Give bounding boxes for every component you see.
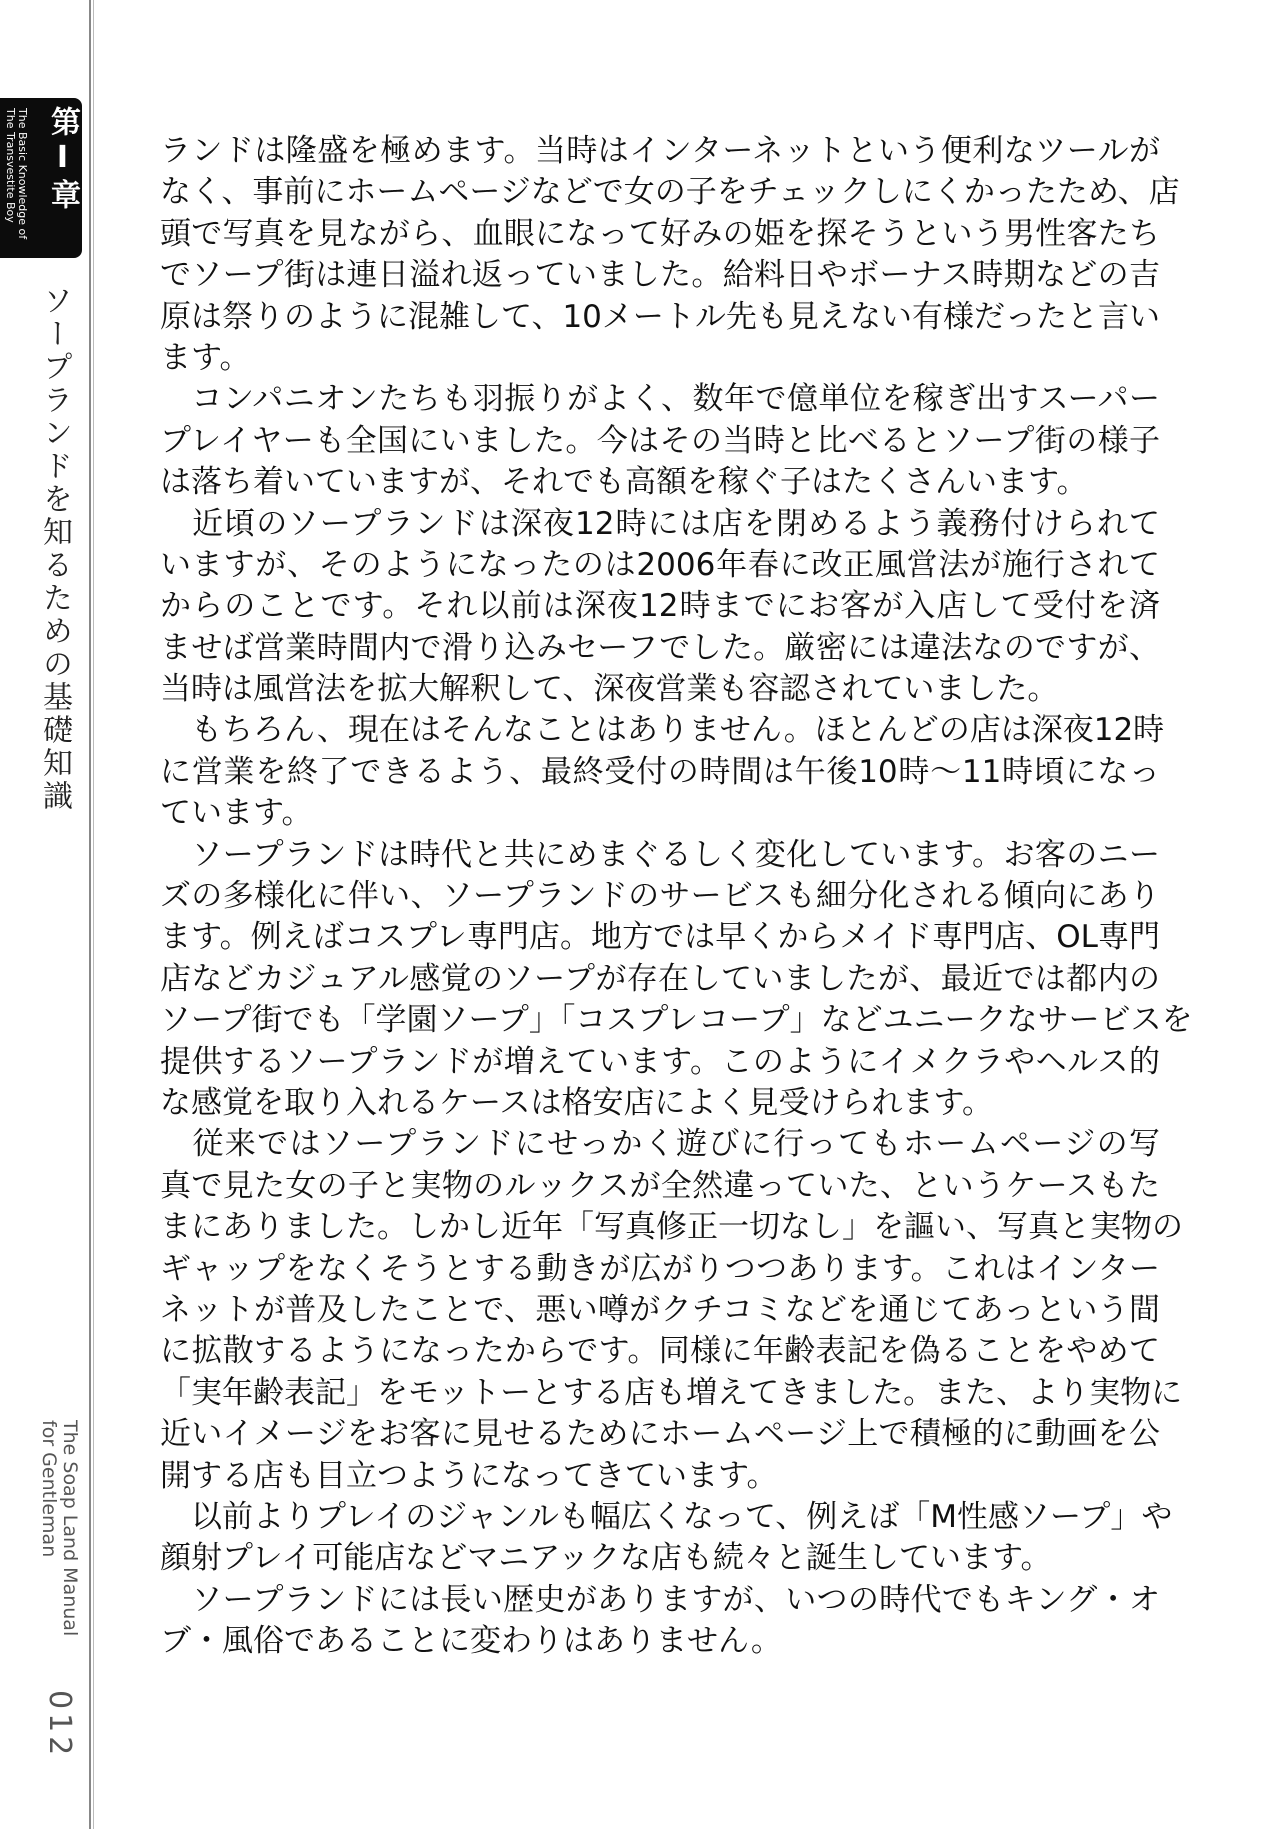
text-line: コンパニオンたちも羽振りがよく、数年で億単位を稼ぎ出すスーパー	[160, 381, 1160, 418]
text-line: ソープランドは時代と共にめまぐるしく変化しています。お客のニー	[160, 836, 1160, 873]
text-line: でソープ街は連日溢れ返っていました。給料日やボーナス時期などの吉	[160, 257, 1160, 294]
chapter-subtitle: The Basic Knowledge of The Transvestite Boy	[4, 108, 29, 240]
text-line: 提供するソープランドが増えています。このようにイメクラやヘルス的	[160, 1043, 1160, 1080]
margin-rule	[89, 0, 91, 1829]
text-line: ネットが普及したことで、悪い噂がクチコミなどを通じてあっという間	[160, 1291, 1160, 1328]
text-line: に拡散するようになったからです。同様に年齢表記を偽ることをやめて	[160, 1333, 1160, 1370]
text-line: 顔射プレイ可能店などマニアックな店も続々と誕生しています。	[160, 1540, 1052, 1577]
text-line: 近頃のソープランドは深夜12時には店を閉めるよう義務付けられて	[160, 505, 1160, 542]
text-line: ソープランドには長い歴史がありますが、いつの時代でもキング・オ	[160, 1581, 1160, 1618]
text-line: 頭で写真を見ながら、血眼になって好みの姫を探そうという男性客たち	[160, 215, 1160, 252]
text-line: もちろん、現在はそんなことはありません。ほとんどの店は深夜12時	[160, 712, 1165, 749]
text-line: ソープ街でも「学園ソープ」「コスプレコープ」などユニークなサービスを	[160, 1002, 1193, 1039]
text-line: 真で見た女の子と実物のルックスが全然違っていた、というケースもた	[160, 1167, 1160, 1204]
text-line: 原は祭りのように混雑して、10メートル先も見えない有様だったと言い	[160, 298, 1160, 335]
text-line: いますが、そのようになったのは2006年春に改正風営法が施行されて	[160, 546, 1160, 583]
text-line: なく、事前にホームページなどで女の子をチェックしにくかったため、店	[160, 174, 1180, 211]
text-line: プレイヤーも全国にいました。今はその当時と比べるとソープ街の様子	[160, 422, 1160, 459]
chapter-tab	[0, 98, 82, 258]
book-title: The Soap Land Manual for Gentleman	[38, 1420, 81, 1637]
text-line: からのことです。それ以前は深夜12時までにお客が入店して受付を済	[160, 588, 1160, 625]
text-line: 近いイメージをお客に見せるためにホームページ上で積極的に動画を公	[160, 1416, 1160, 1453]
text-line: まにありました。しかし近年「写真修正一切なし」を謳い、写真と実物の	[160, 1209, 1183, 1246]
text-line: 以前よりプレイのジャンルも幅広くなって、例えば「M性感ソープ」や	[160, 1498, 1173, 1535]
text-line: ています。	[160, 795, 313, 832]
text-line: 当時は風営法を拡大解釈して、深夜営業も容認されていました。	[160, 671, 1059, 708]
text-line: ギャップをなくそうとする動きが広がりつつあります。これはインター	[160, 1250, 1160, 1287]
text-line: ます。例えばコスプレ専門店。地方では早くからメイド専門店、OL専門	[160, 919, 1160, 956]
body-text	[160, 131, 1193, 1662]
section-title: ソープランドを知るための基礎知識	[37, 285, 72, 813]
text-line: 「実年齢表記」をモットーとする店も増えてきました。また、より実物に	[160, 1374, 1183, 1411]
text-line: 店などカジュアル感覚のソープが存在していましたが、最近では都内の	[160, 960, 1160, 997]
text-line: ランドは隆盛を極めます。当時はインターネットという便利なツールが	[160, 133, 1160, 169]
margin-rule-inner	[93, 0, 94, 1829]
text-line: 開する店も目立つようになってきています。	[160, 1457, 778, 1494]
text-line: は落ち着いていますが、それでも高額を稼ぐ子はたくさんいます。	[160, 464, 1088, 501]
text-line: ズの多様化に伴い、ソープランドのサービスも細分化される傾向にあり	[160, 878, 1160, 915]
text-line: に営業を終了できるよう、最終受付の時間は午後10時～11時頃になっ	[160, 753, 1160, 790]
chapter-label: 第Ⅰ章	[45, 106, 80, 213]
text-line: 従来ではソープランドにせっかく遊びに行ってもホームページの写	[160, 1126, 1160, 1163]
text-line: ませば営業時間内で滑り込みセーフでした。厳密には違法なのですが、	[160, 629, 1160, 666]
text-line: ます。	[160, 339, 251, 376]
text-line: な感覚を取り入れるケースは格安店によく見受けられます。	[160, 1084, 993, 1121]
page-number: 012	[42, 1690, 77, 1760]
text-line: ブ・風俗であることに変わりはありません。	[160, 1623, 782, 1660]
